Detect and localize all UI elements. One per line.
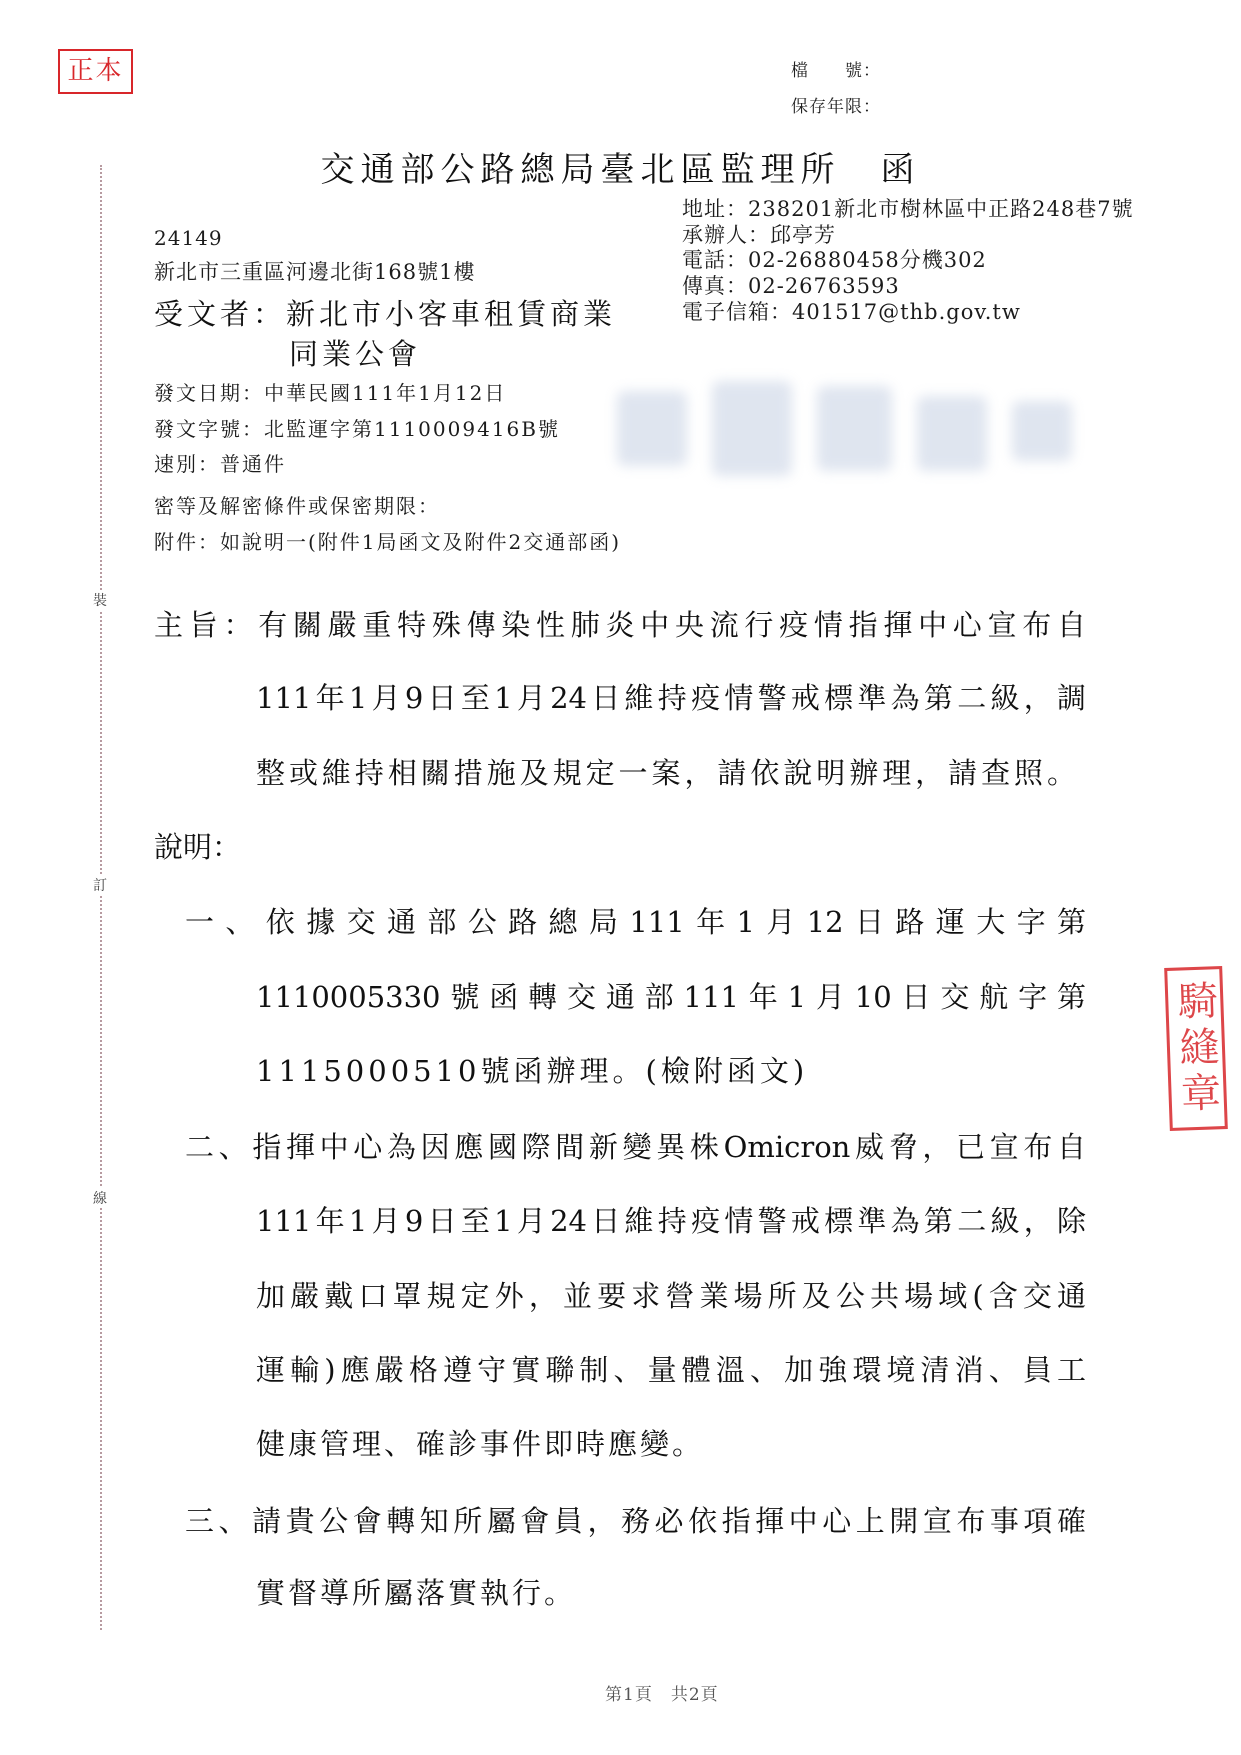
subject-text-1: 有關嚴重特殊傳染性肺炎中央流行疫情指揮中心宣布自 [258, 608, 1086, 642]
item-1-line-2: 1110005330號函轉交通部111年1月10日交航字第 [256, 980, 1086, 1014]
binding-mark-xian: 線 [90, 1188, 110, 1208]
recipient-line [154, 292, 616, 333]
binding-mark-ding: 訂 [90, 875, 110, 895]
subject-label: 主旨： [154, 608, 259, 642]
secrecy-level: 密等及解密條件或保密期限： [154, 494, 440, 518]
sender-fax: 傳真：02-26763593 [682, 274, 900, 298]
item-3-line-1 [185, 1503, 1086, 1539]
item-1-text-1: 依據交通部公路總局111年1月12日路運大字第 [265, 905, 1086, 939]
recipient-postcode: 24149 [154, 226, 223, 250]
document-title: 交通部公路總局臺北區監理所 函 [320, 150, 921, 190]
item-1-line-1 [185, 904, 1086, 940]
item-3-text-1: 請貴公會轉知所屬會員，務必依指揮中心上開宣布事項確 [252, 1504, 1086, 1538]
binding-dotted-line [100, 165, 102, 1630]
sender-phone: 電話：02-26880458分機302 [682, 248, 987, 272]
item-3-line-2: 實督導所屬落實執行。 [256, 1576, 577, 1610]
recipient-name-line1: 新北市小客車租賃商業 [286, 297, 617, 331]
recipient-address: 新北市三重區河邊北街168號1樓 [154, 260, 476, 284]
sender-address: 地址：238201新北市樹林區中正路248巷7號 [682, 197, 1134, 221]
binding-mark-zhuang: 裝 [90, 590, 110, 610]
file-number-label: 檔 號： [791, 61, 881, 81]
page-number-footer: 第1頁 共2頁 [605, 1685, 719, 1705]
seam-stamp: 騎縫章 [1164, 966, 1228, 1131]
item-1-line-3: 1115000510號函辦理。(檢附函文) [256, 1054, 809, 1088]
item-2-line-3: 加嚴戴口罩規定外，並要求營業場所及公共場域(含交通 [256, 1279, 1086, 1313]
document-number: 發文字號：北監運字第1110009416B號 [154, 417, 560, 441]
issue-date: 發文日期：中華民國111年1月12日 [154, 381, 507, 405]
original-copy-stamp: 正本 [58, 49, 133, 94]
item-3-number: 三、 [185, 1504, 253, 1538]
faded-seal-mark [617, 381, 1083, 483]
item-2-line-5: 健康管理、確診事件即時應變。 [256, 1427, 705, 1461]
attachment-note: 附件：如說明一(附件1局函文及附件2交通部函) [154, 530, 622, 554]
recipient-name-line2: 同業公會 [289, 337, 422, 371]
sender-email: 電子信箱：401517@thb.gov.tw [682, 300, 1021, 324]
subject-line-3: 整或維持相關措施及規定一案，請依說明辦理，請查照。 [256, 756, 1076, 790]
recipient-label: 受文者： [154, 297, 287, 331]
delivery-speed: 速別：普通件 [154, 452, 286, 476]
explanation-label: 說明： [154, 830, 242, 864]
subject-line-2: 111年1月9日至1月24日維持疫情警戒標準為第二級，調 [256, 681, 1086, 715]
item-2-number: 二、 [185, 1130, 253, 1164]
item-2-line-1 [185, 1129, 1086, 1165]
item-2-line-4: 運輸)應嚴格遵守實聯制、量體溫、加強環境清消、員工 [256, 1353, 1086, 1387]
item-1-number: 一、 [185, 905, 266, 939]
sender-handler: 承辦人：邱亭芳 [682, 223, 836, 247]
retention-period-label: 保存年限： [791, 97, 881, 117]
item-2-line-2: 111年1月9日至1月24日維持疫情警戒標準為第二級，除 [256, 1204, 1086, 1238]
subject-line-1 [154, 607, 1086, 643]
item-2-text-1: 指揮中心為因應國際間新變異株Omicron威脅，已宣布自 [252, 1130, 1086, 1164]
